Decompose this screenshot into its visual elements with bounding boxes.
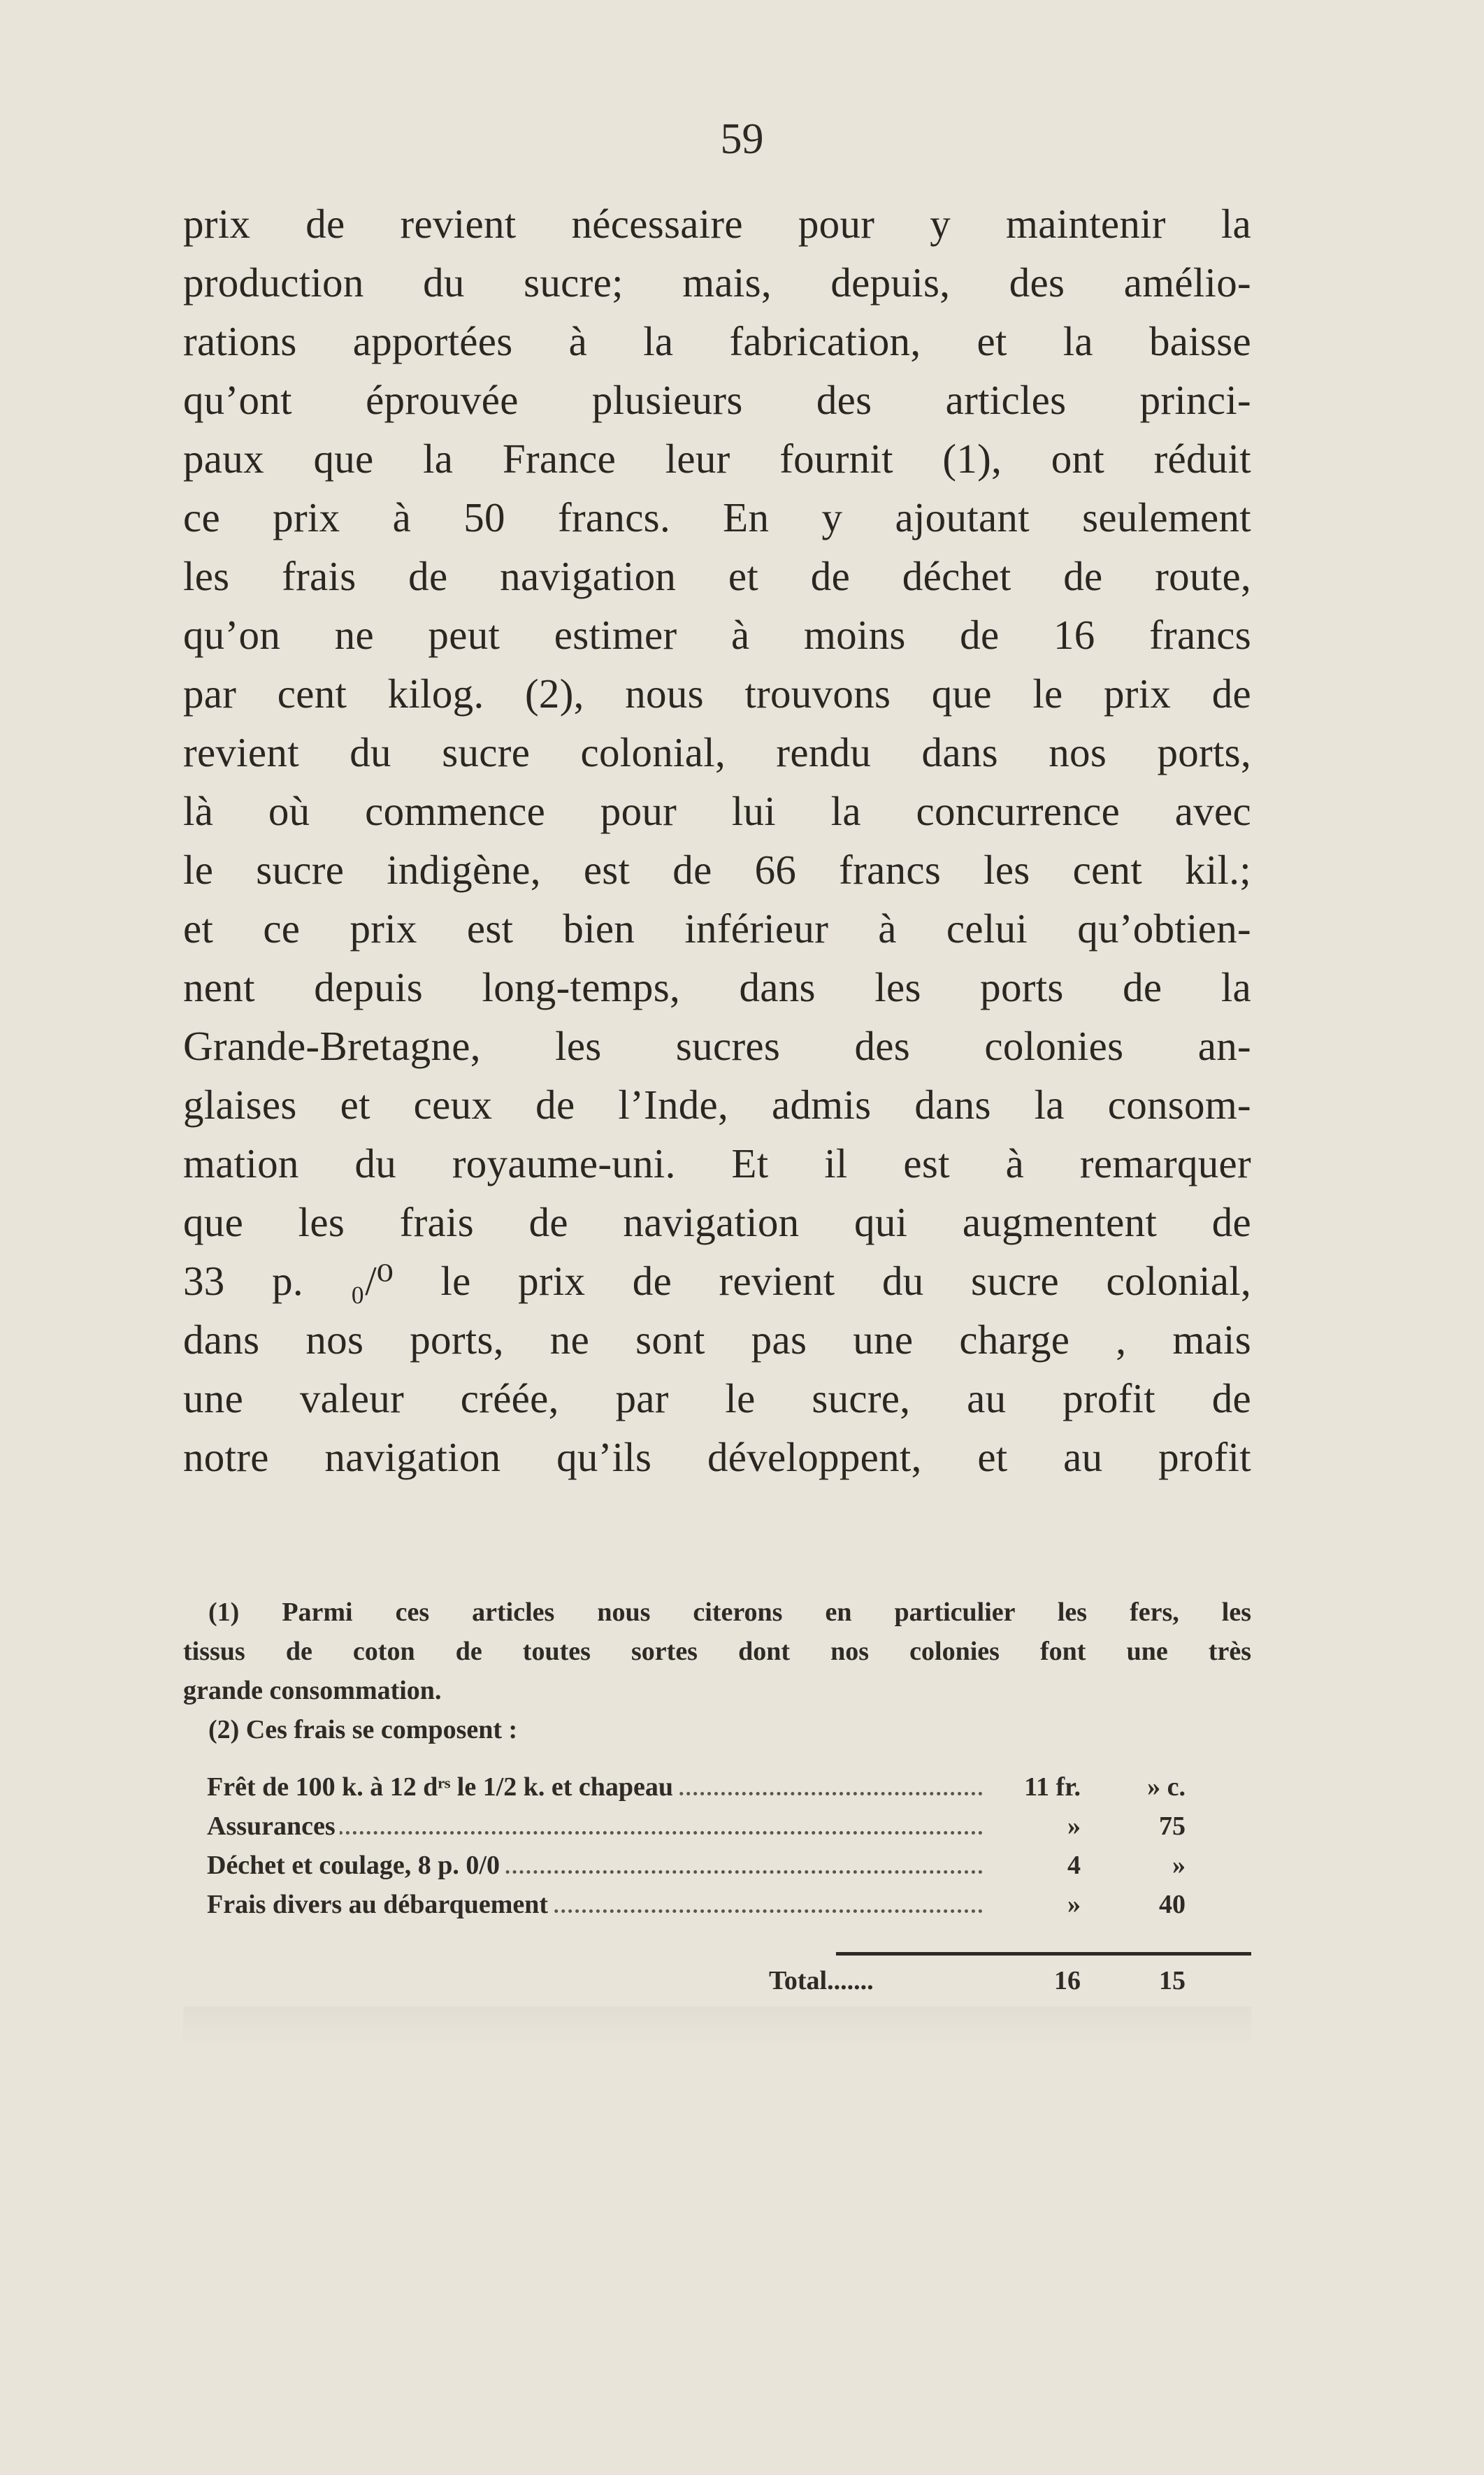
body-line: que les frais de navigation qui augmentent de [183,1199,1251,1245]
body-line: nent depuis long-temps, dans les ports de la [183,964,1251,1010]
footnote-2-intro: (2) Ces frais se composent : [208,1715,518,1744]
total-rule [836,1952,1251,1956]
footnote-1-line: (1) Parmi ces articles nous citerons en particulier les fers, les [208,1598,1251,1627]
cost-breakdown-table [207,1767,1251,1924]
body-text [183,194,1251,1486]
body-line: notre navigation qu’ils développent, et au profit [183,1434,1251,1480]
cost-row [207,1885,1251,1924]
body-line: rations apportées à la fabrication, et la baisse [183,318,1251,364]
cost-label: Déchet et coulage, 8 p. 0/0 [207,1851,504,1880]
body-line: le sucre indigène, est de 66 francs les cent kil.; [183,847,1251,893]
body-line: 33 p. ₀/⁰ le prix de revient du sucre colonial, [183,1258,1251,1304]
body-line: et ce prix est bien inférieur à celui qu’obtien- [183,905,1251,952]
total-label: Total....... [769,1966,874,1995]
cost-centimes: » [1172,1851,1186,1880]
body-line: Grande-Bretagne, les sucres des colonies an- [183,1023,1251,1069]
footnotes [183,1593,1251,1749]
total-row [769,1961,1251,2000]
footnote-1-line: tissus de coton de toutes sortes dont nos colonies font une très [183,1637,1251,1666]
body-line: prix de revient nécessaire pour y maintenir la [183,201,1251,247]
cost-francs: » [1067,1890,1081,1919]
body-line: paux que la France leur fournit (1), ont réduit [183,436,1251,482]
body-line: là où commence pour lui la concurrence avec [183,788,1251,834]
page-number: 59 [720,115,764,163]
cost-label: Assurances [207,1812,340,1841]
total-francs: 16 [1054,1966,1081,1995]
body-line: production du sucre; mais, depuis, des amélio- [183,259,1251,306]
cost-label: Frais divers au débarquement [207,1890,552,1919]
cost-francs: 11 fr. [1024,1772,1081,1802]
body-line: qu’ont éprouvée plusieurs des articles princi- [183,377,1251,423]
cost-row [207,1767,1251,1807]
cost-centimes: 40 [1159,1890,1186,1919]
body-line: revient du sucre colonial, rendu dans nos ports, [183,729,1251,775]
total-centimes: 15 [1159,1966,1186,1995]
cost-row [207,1807,1251,1846]
body-line: une valeur créée, par le sucre, au profit de [183,1375,1251,1421]
cost-label: Frêt de 100 k. à 12 dʳˢ le 1/2 k. et chapeau [207,1772,677,1802]
cost-centimes: 75 [1159,1812,1186,1841]
cost-centimes: » c. [1147,1772,1186,1802]
body-line: mation du royaume-uni. Et il est à remarquer [183,1140,1251,1186]
body-line: par cent kilog. (2), nous trouvons que le prix de [183,670,1251,717]
cost-francs: 4 [1067,1851,1081,1880]
body-line: dans nos ports, ne sont pas une charge , mais [183,1317,1251,1363]
cost-row [207,1846,1251,1885]
body-line: ce prix à 50 francs. En y ajoutant seulement [183,494,1251,540]
body-line: les frais de navigation et de déchet de route, [183,553,1251,599]
show-through-shadow [183,2007,1251,2049]
cost-francs: » [1067,1812,1081,1841]
body-line: glaises et ceux de l’Inde, admis dans la consom- [183,1082,1251,1128]
footnote-1-line: grande consommation. [183,1676,442,1705]
body-line: qu’on ne peut estimer à moins de 16 francs [183,612,1251,658]
